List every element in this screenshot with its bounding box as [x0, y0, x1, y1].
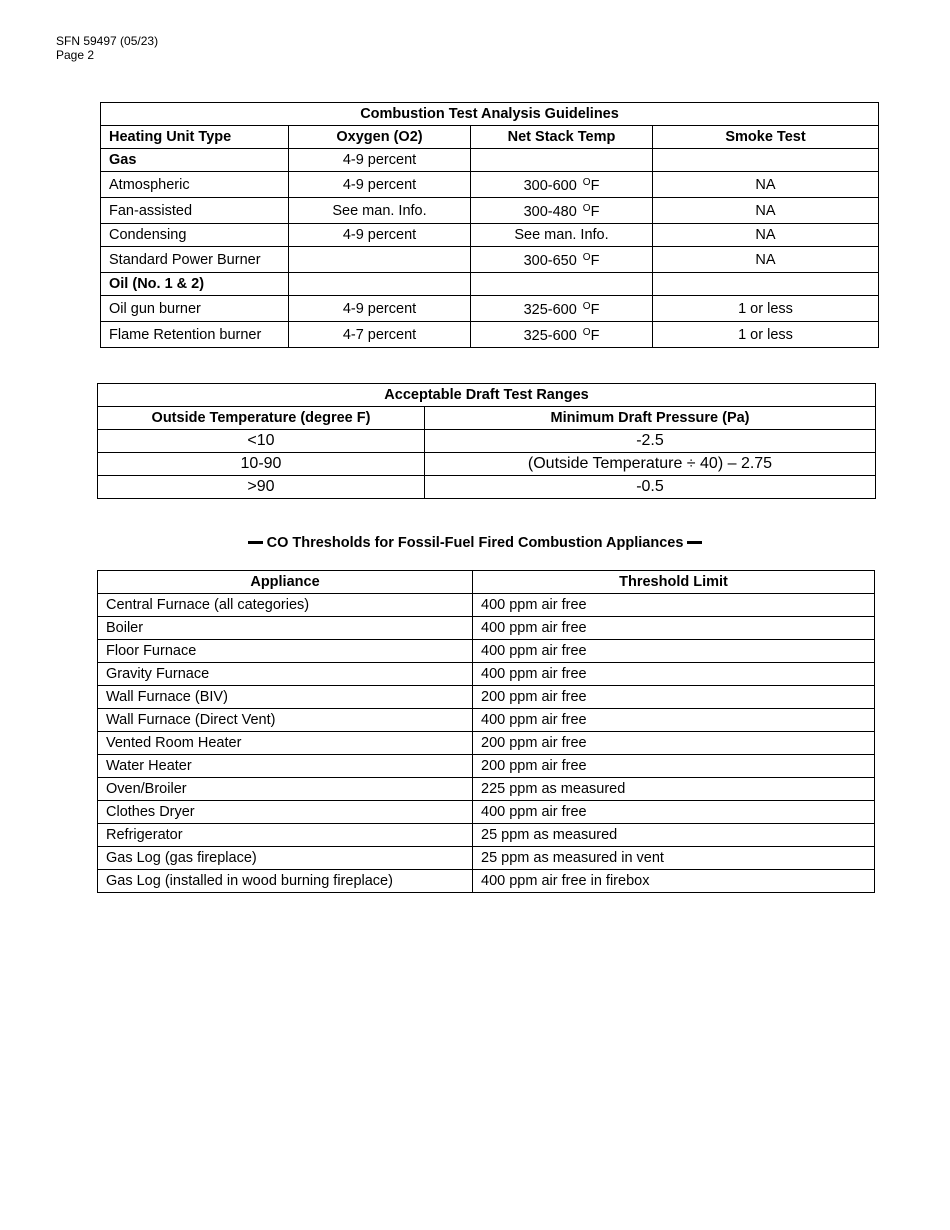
table-row — [101, 296, 879, 322]
cell-oxygen: 4-9 percent — [289, 296, 471, 322]
cell-limit: 400 ppm air free — [473, 640, 875, 663]
table-row — [98, 686, 875, 709]
cell-limit: 400 ppm air free — [473, 801, 875, 824]
cell-limit: 225 ppm as measured — [473, 778, 875, 801]
cell-limit: 400 ppm air free — [473, 594, 875, 617]
table-row — [98, 663, 875, 686]
table-row — [98, 476, 876, 499]
form-id: SFN 59497 (05/23) — [56, 34, 159, 48]
cell-limit: 200 ppm air free — [473, 686, 875, 709]
cell-smoke — [653, 149, 879, 172]
cell-appliance: Refrigerator — [98, 824, 473, 847]
degree-symbol: O — [582, 203, 591, 214]
cell-limit: 25 ppm as measured — [473, 824, 875, 847]
table-row — [98, 755, 875, 778]
co-title-text: CO Thresholds for Fossil-Fuel Fired Combustion Appliances — [266, 535, 684, 551]
table-row — [101, 224, 879, 247]
cell-oxygen: 4-9 percent — [289, 172, 471, 198]
cell-type: Gas — [101, 149, 289, 172]
cell-temp: See man. Info. — [471, 224, 653, 247]
cell-smoke: NA — [653, 198, 879, 224]
table-row — [98, 847, 875, 870]
temp-unit: F — [590, 178, 600, 194]
cell-limit: 200 ppm air free — [473, 732, 875, 755]
cell-oxygen: 4-7 percent — [289, 322, 471, 348]
combustion-guidelines-table — [100, 102, 879, 348]
table-row — [98, 870, 875, 893]
cell-oxygen — [289, 273, 471, 296]
column-header: Smoke Test — [653, 126, 879, 149]
co-thresholds-table — [97, 570, 875, 893]
table-row — [101, 322, 879, 348]
column-header: Heating Unit Type — [101, 126, 289, 149]
cell-oxygen — [289, 247, 471, 273]
cell-appliance: Gravity Furnace — [98, 663, 473, 686]
dash-decoration — [248, 541, 263, 544]
temp-unit: F — [590, 328, 600, 344]
table-row — [98, 801, 875, 824]
cell-temp: >90 — [98, 476, 425, 499]
table-row — [98, 732, 875, 755]
cell-limit: 400 ppm air free — [473, 709, 875, 732]
column-header: Net Stack Temp — [471, 126, 653, 149]
cell-smoke: 1 or less — [653, 296, 879, 322]
table-row — [98, 778, 875, 801]
cell-appliance: Boiler — [98, 617, 473, 640]
cell-appliance: Oven/Broiler — [98, 778, 473, 801]
cell-smoke — [653, 273, 879, 296]
cell-oxygen: See man. Info. — [289, 198, 471, 224]
table-row — [101, 149, 879, 172]
cell-temp: 300-480 $^O$F — [471, 198, 653, 224]
degree-symbol: O — [582, 327, 591, 338]
cell-limit: 400 ppm air free — [473, 663, 875, 686]
cell-appliance: Floor Furnace — [98, 640, 473, 663]
table-row — [101, 198, 879, 224]
cell-smoke: 1 or less — [653, 322, 879, 348]
cell-type: Flame Retention burner — [101, 322, 289, 348]
cell-appliance: Central Furnace (all categories) — [98, 594, 473, 617]
cell-oxygen: 4-9 percent — [289, 149, 471, 172]
cell-smoke: NA — [653, 247, 879, 273]
cell-temp — [471, 273, 653, 296]
cell-type: Oil (No. 1 & 2) — [101, 273, 289, 296]
cell-temp: 300-600 $^O$F — [471, 172, 653, 198]
cell-oxygen: 4-9 percent — [289, 224, 471, 247]
temp-unit: F — [590, 204, 600, 220]
table-row — [98, 430, 876, 453]
draft-header-row — [98, 407, 876, 430]
cell-appliance: Wall Furnace (BIV) — [98, 686, 473, 709]
cell-limit: 400 ppm air free — [473, 617, 875, 640]
cell-temp: 325-600 $^O$F — [471, 296, 653, 322]
cell-limit: 400 ppm air free in firebox — [473, 870, 875, 893]
page-header — [56, 34, 158, 62]
draft-ranges-table — [97, 383, 876, 499]
cell-appliance: Gas Log (gas fireplace) — [98, 847, 473, 870]
cell-appliance: Water Heater — [98, 755, 473, 778]
cell-temp: 10-90 — [98, 453, 425, 476]
temp-unit: F — [590, 302, 600, 318]
cell-pressure: -2.5 — [425, 430, 876, 453]
cell-temp — [471, 149, 653, 172]
cell-type: Atmospheric — [101, 172, 289, 198]
column-header: Oxygen (O2) — [289, 126, 471, 149]
cell-smoke: NA — [653, 172, 879, 198]
degree-symbol: O — [582, 301, 591, 312]
cell-appliance: Gas Log (installed in wood burning fireplace) — [98, 870, 473, 893]
cell-pressure: (Outside Temperature ÷ 40) – 2.75 — [425, 453, 876, 476]
cell-limit: 25 ppm as measured in vent — [473, 847, 875, 870]
table-row — [98, 709, 875, 732]
cell-pressure: -0.5 — [425, 476, 876, 499]
cell-appliance: Clothes Dryer — [98, 801, 473, 824]
cell-smoke: NA — [653, 224, 879, 247]
table-row — [98, 453, 876, 476]
temp-unit: F — [590, 253, 600, 269]
cell-type: Condensing — [101, 224, 289, 247]
combustion-table-title: Combustion Test Analysis Guidelines — [101, 103, 879, 126]
degree-symbol: O — [582, 252, 591, 263]
dash-decoration — [687, 541, 702, 544]
page-number: Page 2 — [56, 48, 95, 62]
degree-symbol: O — [582, 177, 591, 188]
cell-type: Fan-assisted — [101, 198, 289, 224]
cell-type: Oil gun burner — [101, 296, 289, 322]
draft-table-title: Acceptable Draft Test Ranges — [98, 384, 876, 407]
cell-temp: 300-650 $^O$F — [471, 247, 653, 273]
column-header: Threshold Limit — [473, 571, 875, 594]
table-row — [101, 172, 879, 198]
cell-temp: <10 — [98, 430, 425, 453]
co-header-row — [98, 571, 875, 594]
cell-temp: 325-600 $^O$F — [471, 322, 653, 348]
co-thresholds-title — [0, 534, 950, 552]
cell-type: Standard Power Burner — [101, 247, 289, 273]
table-row — [101, 273, 879, 296]
combustion-header-row — [101, 126, 879, 149]
cell-appliance: Vented Room Heater — [98, 732, 473, 755]
table-row — [101, 247, 879, 273]
column-header: Outside Temperature (degree F) — [98, 407, 425, 430]
table-row — [98, 824, 875, 847]
table-row — [98, 640, 875, 663]
column-header: Appliance — [98, 571, 473, 594]
cell-limit: 200 ppm air free — [473, 755, 875, 778]
table-row — [98, 594, 875, 617]
cell-appliance: Wall Furnace (Direct Vent) — [98, 709, 473, 732]
column-header: Minimum Draft Pressure (Pa) — [425, 407, 876, 430]
table-row — [98, 617, 875, 640]
